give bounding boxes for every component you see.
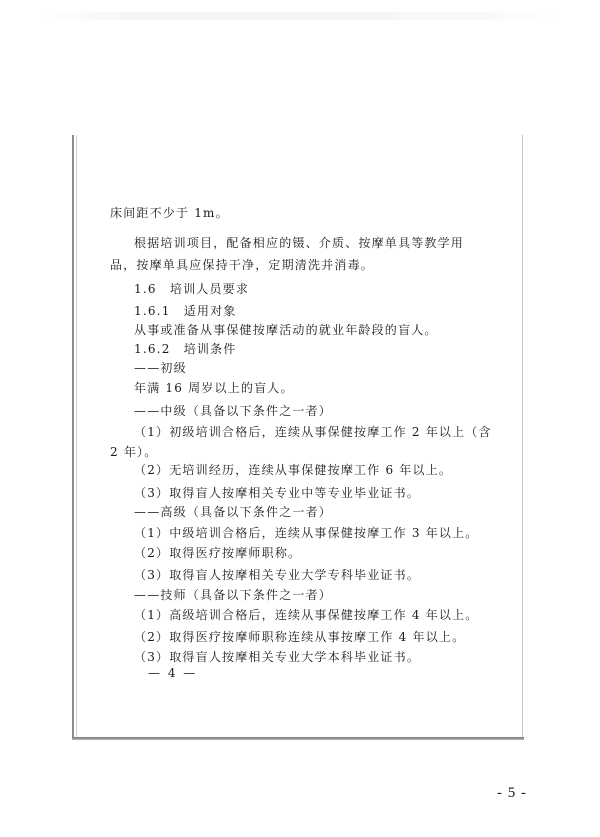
list-item: （2）取得医疗按摩师职称。 bbox=[134, 546, 302, 560]
text-line: 品，按摩单具应保持干净，定期清洗并消毒。 bbox=[110, 258, 375, 272]
page-right-edge bbox=[522, 135, 523, 738]
level-heading: ——高级（具备以下条件之一者） bbox=[134, 505, 333, 519]
list-item: （3）取得盲人按摩相关专业大学专科毕业证书。 bbox=[134, 568, 421, 582]
list-item: （1）高级培训合格后，连续从事保健按摩工作 4 年以上。 bbox=[134, 608, 479, 622]
text-line: 根据培训项目，配备相应的镊、介质、按摩单具等教学用 bbox=[134, 236, 465, 250]
text-line: 床间距不少于 1m。 bbox=[110, 206, 229, 220]
level-heading: ——中级（具备以下条件之一者） bbox=[134, 404, 333, 418]
text-line: 年满 16 周岁以上的盲人。 bbox=[134, 381, 294, 395]
list-item: （2）无培训经历，连续从事保健按摩工作 6 年以上。 bbox=[134, 463, 453, 477]
list-item: （1）中级培训合格后，连续从事保健按摩工作 3 年以上。 bbox=[134, 526, 479, 540]
subsection-heading: 1.6.1 适用对象 bbox=[134, 304, 237, 318]
level-heading: ——初级 bbox=[134, 361, 187, 375]
page-bottom-edge bbox=[72, 737, 524, 740]
subsection-heading: 1.6.2 培训条件 bbox=[134, 342, 237, 356]
list-item: （1）初级培训合格后，连续从事保健按摩工作 2 年以上（含 bbox=[134, 425, 492, 439]
page-left-edge bbox=[72, 135, 74, 738]
list-item: （2）取得医疗按摩师职称连续从事按摩工作 4 年以上。 bbox=[134, 630, 466, 644]
section-heading: 1.6 培训人员要求 bbox=[134, 282, 250, 296]
page-left-edge-shadow bbox=[76, 135, 77, 738]
list-item: （3）取得盲人按摩相关专业中等专业毕业证书。 bbox=[134, 486, 421, 500]
list-item: （3）取得盲人按摩相关专业大学本科毕业证书。 bbox=[134, 650, 421, 664]
level-heading: ——技师（具备以下条件之一者） bbox=[134, 588, 333, 602]
inner-page-number: — 4 — bbox=[148, 666, 198, 680]
text-line: 从事或准备从事保健按摩活动的就业年龄段的盲人。 bbox=[134, 323, 438, 337]
outer-page-number: - 5 - bbox=[497, 785, 527, 801]
scan-artifact bbox=[40, 12, 560, 20]
list-item-continuation: 2 年）。 bbox=[110, 445, 158, 459]
